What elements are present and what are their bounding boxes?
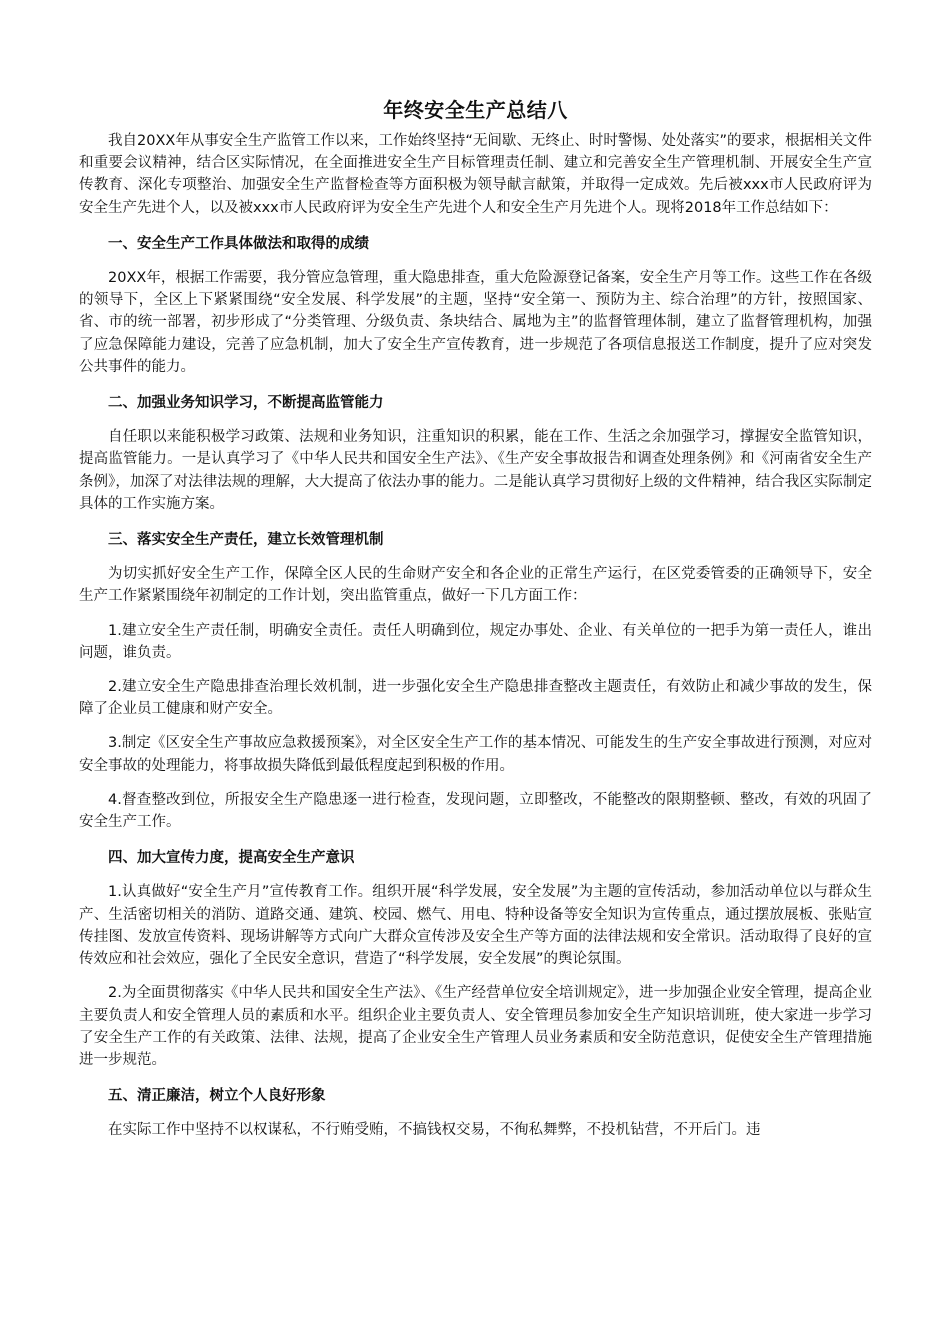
section-heading-4: 四、加大宣传力度，提高安全生产意识 (108, 850, 355, 867)
section-3-paragraph: 为切实抓好安全生产工作，保障全区人民的生命财产安全和各企业的正常生产运行，在区党委管委的正确领导下，安全生产工作紧紧围绕年初制定的工作计划，突出监管重点，做好一下几方面工作： (79, 566, 872, 605)
section-2-paragraph: 自任职以来能积极学习政策、法规和业务知识，注重知识的积累，能在工作、生活之余加强学习，撑握安全监管知识，提高监管能力。一是认真学习了《中华人民共和国安全生产法》、《生产安全事故报告和调查处理条例》和《河南省安全生产条例》，加深了对法律法规的理解，大大提高了依法办事的能力。二是能认真学习贯彻好上级的文件精神，结合我区实际制定具体的工作实施方案。 (79, 429, 872, 512)
section-heading-2: 二、加强业务知识学习，不断提高监管能力 (108, 395, 384, 412)
intro-paragraph: 我自20XX年从事安全生产监管工作以来，工作始终坚持“无间歇、无终止、时时警惕、处处落实”的要求，根据相关文件和重要会议精神，结合区实际情况，在全面推进安全生产目标管理责任制、建立和完善安全生产管理机制、开展安全生产宣传教育、深化专项整治、加强安全生产监督检查等方面积极为领导献言献策，并取得一定成效。先后被xxx市人民政府评为安全生产先进个人，以及被xxx市人民政府评为安全生产先进个人和安全生产月先进个人。现将2018年工作总结如下： (79, 133, 872, 216)
section-4-item-1: 1.认真做好“安全生产月”宣传教育工作。组织开展“科学发展，安全发展”为主题的宣传活动，参加活动单位以与群众生产、生活密切相关的消防、道路交通、建筑、校园、燃气、用电、特种设备等安全知识为宣传重点，通过摆放展板、张贴宣传挂图、发放宣传资料、现场讲解等方式向广大群众宣传涉及安全生产等方面的法律法规和安全常识。活动取得了良好的宣传效应和社会效应，强化了全民安全意识，营造了“科学发展，安全发展”的舆论氛围。 (79, 884, 872, 968)
section-3-item-4: 4.督查整改到位，所报安全生产隐患逐一进行检查，发现问题，立即整改，不能整改的限期整顿、整改，有效的巩固了安全生产工作。 (79, 791, 872, 831)
document-page (79, 96, 872, 1142)
section-3-item-1: 1.建立安全生产责任制，明确安全责任。责任人明确到位，规定办事处、企业、有关单位的一把手为第一责任人，谁出问题，谁负责。 (79, 622, 872, 661)
section-4-item-2: 2.为全面贯彻落实《中华人民共和国安全生产法》、《生产经营单位安全培训规定》，进一步加强企业安全管理，提高企业主要负责人和安全管理人员的素质和水平。组织企业主要负责人、安全管理员参加安全生产知识培训班，使大家进一步学习了安全生产工作的有关政策、法律、法规，提高了企业安全生产管理人员业务素质和安全防范意识，促使安全生产管理措施进一步规范。 (79, 985, 872, 1068)
section-1-paragraph: 20XX年，根据工作需要，我分管应急管理，重大隐患排查，重大危险源登记备案，安全生产月等工作。这些工作在各级的领导下，全区上下紧紧围绕“安全发展、科学发展”的主题，坚持“安全第一、预防为主、综合治理”的方针，按照国家、省、市的统一部署，初步形成了“分类管理、分级负责、条块结合、属地为主”的监督管理体制，建立了监督管理机构，加强了应急保障能力建设，完善了应急机制，加大了安全生产宣传教育，进一步规范了各项信息报送工作制度，提升了应对突发公共事件的能力。 (79, 270, 872, 375)
section-3-item-2: 2.建立安全生产隐患排查治理长效机制，进一步强化安全生产隐患排查整改主题责任，有效防止和减少事故的发生，保障了企业员工健康和财产安全。 (79, 679, 872, 718)
section-heading-5: 五、清正廉洁，树立个人良好形象 (108, 1088, 326, 1105)
document-title: 年终安全生产总结八 (383, 98, 568, 122)
section-heading-3: 三、落实安全生产责任，建立长效管理机制 (108, 532, 384, 549)
section-heading-1: 一、安全生产工作具体做法和取得的成绩 (108, 235, 369, 252)
section-5-paragraph: 在实际工作中坚持不以权谋私，不行贿受贿，不搞钱权交易，不徇私舞弊，不投机钻营，不开后门。违 (108, 1122, 761, 1139)
section-3-item-3: 3.制定《区安全生产事故应急救援预案》，对全区安全生产工作的基本情况、可能发生的生产安全事故进行预测，对应对安全事故的处理能力，将事故损失降低到最低程度起到积极的作用。 (79, 735, 872, 774)
